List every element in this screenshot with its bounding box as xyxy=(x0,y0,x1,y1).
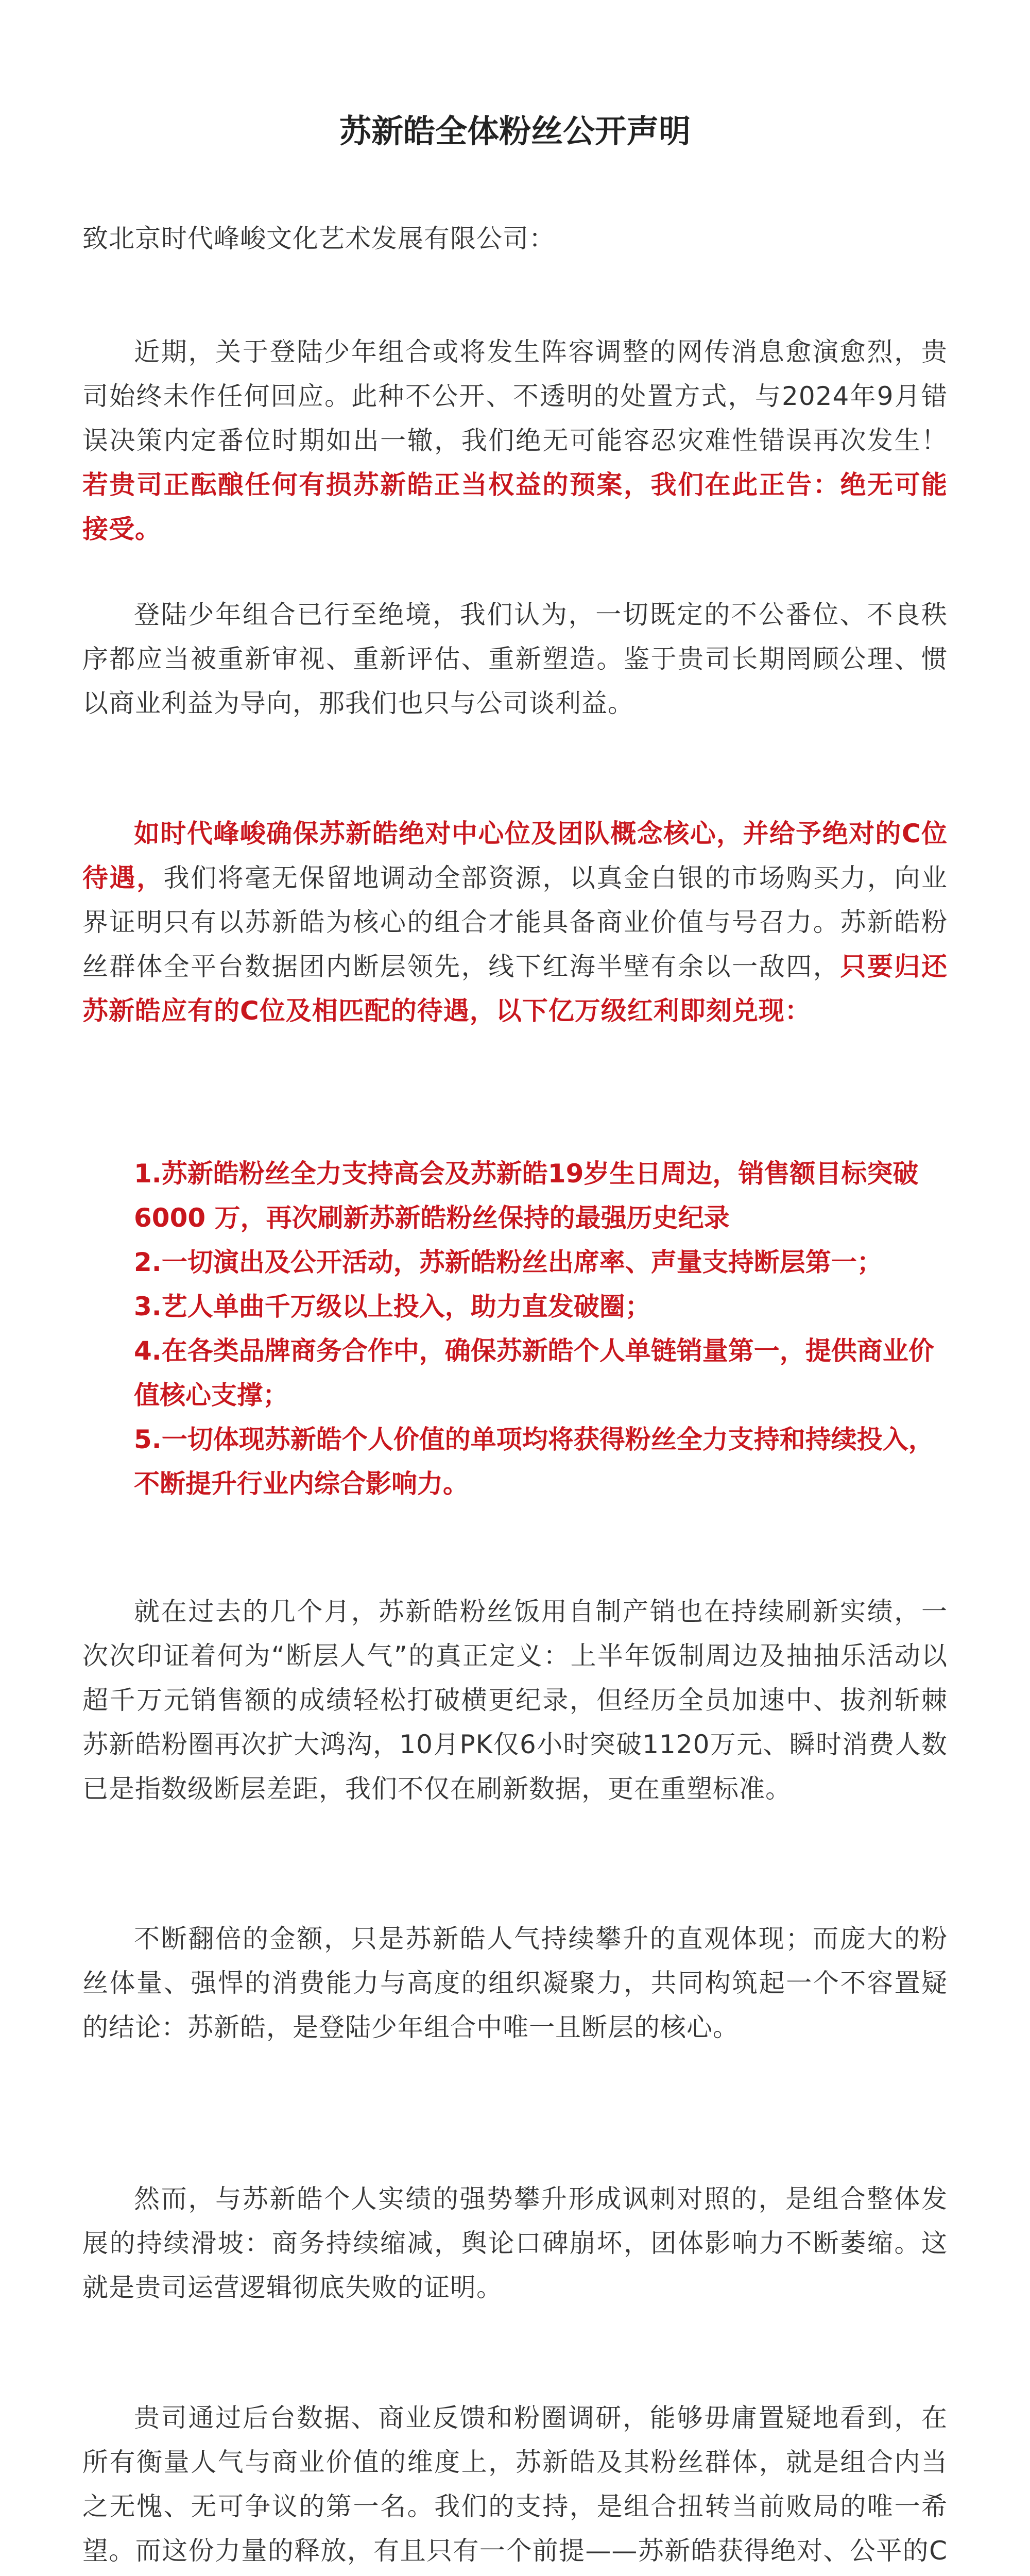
paragraph-2: 登陆少年组合已行至绝境，我们认为，一切既定的不公番位、不良秩序都应当被重新审视、重新评估、重新塑造。鉴于贵司长期罔顾公理、惯以商业利益为导向，那我们也只与公司谈利益。 xyxy=(82,600,948,718)
paragraph-3 xyxy=(82,811,948,1033)
list-item: 1.苏新皓粉丝全力支持高会及苏新皓19岁生日周边，销售额目标突破 6000 万，再次刷新苏新皓粉丝保持的最强历史纪录 xyxy=(134,1159,919,1233)
paragraph-6: 然而，与苏新皓个人实绩的强势攀升形成讽刺对照的，是组合整体发展的持续滑坡：商务持续缩减，舆论口碑崩坏，团体影响力不断萎缩。这就是贵司运营逻辑彻底失败的证明。 xyxy=(82,2184,948,2302)
paragraph-5: 不断翻倍的金额，只是苏新皓人气持续攀升的直观体现；而庞大的粉丝体量、强悍的消费能力与高度的组织凝聚力，共同构筑起一个不容置疑的结论：苏新皓，是登陆少年组合中唯一且断层的核心。 xyxy=(82,1924,948,2042)
paragraph-1 xyxy=(82,330,948,551)
salutation: 致北京时代峰峻文化艺术发展有限公司： xyxy=(82,224,555,253)
paragraph-3-text: 我们将毫无保留地调动全部资源，以真金白银的市场购买力，向业界证明只有以苏新皓为核心的组合才能具备商业价值与号召力。苏新皓粉丝群体全平台数据团内断层领先，线下红海半壁有余以一敌四， xyxy=(82,863,948,981)
list-item: 2.一切演出及公开活动，苏新皓粉丝出席率、声量支持断层第一； xyxy=(134,1247,883,1277)
page-title: 苏新皓全体粉丝公开声明 xyxy=(339,112,691,150)
paragraph-1-warning: 若贵司正酝酿任何有损苏新皓正当权益的预案，我们在此正告：绝无可能接受。 xyxy=(82,470,948,544)
paragraph-3-offer: 只要归还苏新皓应有的C位及相匹配的待遇，以下亿万级红利即刻兑现： xyxy=(82,952,948,1026)
list-item: 3.艺人单曲千万级以上投入，助力直发破圈； xyxy=(134,1292,651,1321)
paragraph-3-condition: 如时代峰峻确保苏新皓绝对中心位及团队概念核心，并给予绝对的C位待遇， xyxy=(82,819,948,893)
list-item: 4.在各类品牌商务合作中，确保苏新皓个人单链销量第一，提供商业价值核心支撑； xyxy=(134,1336,934,1410)
list-item: 5.一切体现苏新皓个人价值的单项均将获得粉丝全力支持和持续投入，不断提升行业内综合影响力。 xyxy=(134,1425,934,1499)
paragraph-1-text: 近期，关于登陆少年组合或将发生阵容调整的网传消息愈演愈烈，贵司始终未作任何回应。此种不公开、不透明的处置方式，与2024年9月错误决策内定番位时期如出一辙，我们绝无可能容忍灾难性错误再次发生！ xyxy=(82,337,948,455)
benefits-list xyxy=(134,1151,948,1506)
paragraph-7: 贵司通过后台数据、商业反馈和粉圈调研，能够毋庸置疑地看到，在所有衡量人气与商业价值的维度上，苏新皓及其粉丝群体，就是组合内当之无愧、无可争议的第一名。我们的支持，是组合扭转当前败局的唯一希望。而这份力量的释放，有且只有一个前提——苏新皓获得绝对、公平的C xyxy=(82,2403,948,2566)
paragraph-4: 就在过去的几个月，苏新皓粉丝饭用自制产销也在持续刷新实绩，一次次印证着何为“断层人气”的真正定义：上半年饭制周边及抽抽乐活动以超千万元销售额的成绩轻松打破横更纪录，但经历全员加速中、拔剂斩棘苏新皓粉圈再次扩大鸿沟，10月PK仅6小时突破1120万元、瞬时消费人数已是指数级断层差距，我们不仅在刷新数据，更在重塑标准。 xyxy=(82,1597,948,1804)
